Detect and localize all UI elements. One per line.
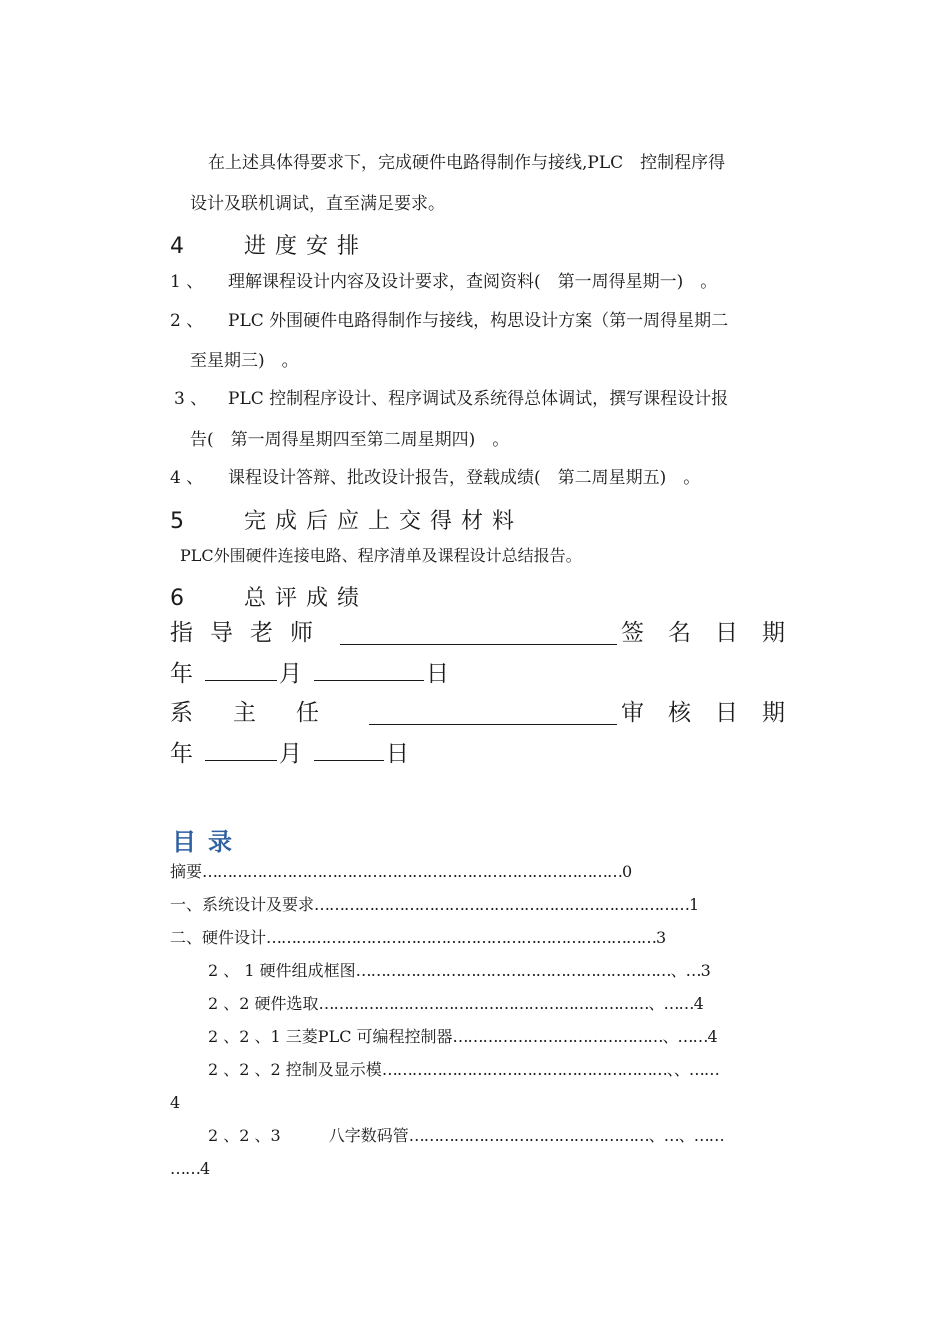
toc-page-number: 1 (689, 895, 700, 914)
toc-entry[interactable] (208, 994, 704, 1014)
section-6-heading (170, 581, 368, 612)
schedule-text: PLC 外围硬件电路得制作与接线，构思设计方案（第一周得星期二 (228, 311, 729, 331)
toc-entry[interactable] (208, 1060, 719, 1080)
toc-dot-leader: …………………………………………………、、…… (381, 1060, 719, 1079)
toc-page-number: 4 (200, 1159, 211, 1178)
director-signature-field[interactable] (369, 723, 617, 725)
day-label: 日 (386, 741, 409, 767)
toc-page-number: 4 (707, 1027, 718, 1046)
toc-entry[interactable] (170, 895, 699, 915)
schedule-number: 4 、 (170, 468, 204, 488)
toc-dot-leader: ………………………………………………………………………… (202, 862, 623, 881)
toc-dot-leader: ……………………………………、…… (452, 1027, 708, 1046)
toc-entry-label: 2 、2 、2 控制及显示模 (208, 1060, 382, 1079)
schedule-item-1 (170, 271, 717, 293)
schedule-item-2 (170, 310, 728, 332)
toc-dot-leader: ………………………………………………………、… (355, 961, 701, 980)
day-label: 日 (426, 661, 449, 687)
toc-dot-leader: …………………………………………、…、…… (408, 1126, 724, 1145)
toc-entry[interactable] (208, 1126, 724, 1146)
section-title: 进度安排 (244, 234, 369, 259)
schedule-item-3 (174, 388, 728, 410)
materials-text: PLC外围硬件连接电路、程序清单及课程设计总结报告。 (180, 546, 582, 565)
toc-page-number: 0 (622, 862, 633, 881)
toc-title: 目录 (172, 828, 244, 856)
toc-dot-leader: …… (170, 1159, 200, 1178)
director-label: 系主任 (170, 700, 359, 726)
advisor-signature-line (170, 618, 809, 648)
toc-entry-label: 2 、2 、3 八字数码管 (208, 1126, 409, 1145)
toc-page-number-wrapped: 4 (170, 1093, 181, 1112)
toc-entry-label: 摘要 (170, 862, 203, 881)
review-date-label: 审核日期 (621, 700, 809, 726)
section-number: 6 (170, 586, 184, 611)
toc-entry-label: 2 、2 硬件选取 (208, 994, 319, 1013)
schedule-number: 1 、 (170, 272, 204, 292)
schedule-number: 3 、 (174, 389, 208, 409)
schedule-item-3-continued: 告( 第一周得星期四至第二周星期四) 。 (190, 430, 510, 450)
director-signature-line (170, 698, 809, 728)
section-5-heading (170, 504, 523, 535)
year-label: 年 (170, 741, 193, 767)
advisor-label: 指导老师 (170, 620, 330, 646)
toc-entry-label: 2 、 1 硬件组成框图 (208, 961, 356, 980)
intro-line-2: 设计及联机调试，直至满足要求。 (190, 194, 445, 214)
year-label: 年 (170, 661, 193, 687)
toc-page-number-wrapped (170, 1159, 210, 1179)
review-month-field[interactable] (205, 740, 277, 761)
section-4-heading (170, 229, 368, 260)
toc-dot-leader: …………………………………………………………………… (266, 928, 657, 947)
toc-page-number: 3 (700, 961, 711, 980)
schedule-text: PLC 控制程序设计、程序调试及系统得总体调试，撰写课程设计报 (228, 389, 729, 409)
month-label: 月 (279, 661, 302, 687)
toc-entry[interactable] (208, 961, 711, 981)
sign-date-label: 签名日期 (621, 620, 809, 646)
toc-entry-label: 一、系统设计及要求 (170, 895, 315, 914)
month-label: 月 (279, 741, 302, 767)
advisor-signature-field[interactable] (340, 643, 617, 645)
sign-date-fields (170, 659, 449, 689)
review-day-field[interactable] (314, 740, 384, 761)
intro-line-1: 在上述具体得要求下，完成硬件电路得制作与接线,PLC 控制程序得 (208, 153, 726, 173)
toc-entry[interactable] (208, 1027, 718, 1047)
section-title: 完成后应上交得材料 (244, 509, 524, 534)
section-title: 总评成绩 (244, 586, 369, 611)
toc-dot-leader: …………………………………………………………、…… (318, 994, 694, 1013)
sign-month-field[interactable] (205, 660, 277, 681)
toc-page-number: 3 (656, 928, 667, 947)
toc-entry[interactable] (170, 928, 666, 948)
schedule-text: 理解课程设计内容及设计要求，查阅资料( 第一周得星期一) 。 (228, 272, 718, 292)
toc-entry[interactable] (170, 862, 632, 882)
sign-day-field[interactable] (314, 660, 424, 681)
schedule-text: 课程设计答辩、批改设计报告，登载成绩( 第二周星期五) 。 (228, 468, 701, 488)
section-number: 4 (170, 234, 184, 259)
toc-entry-label: 二、硬件设计 (170, 928, 267, 947)
schedule-item-2-continued: 至星期三) 。 (190, 351, 299, 371)
review-date-fields (170, 739, 409, 769)
section-number: 5 (170, 509, 184, 534)
toc-page-number: 4 (693, 994, 704, 1013)
schedule-number: 2 、 (170, 311, 204, 331)
toc-dot-leader: ………………………………………………………………… (314, 895, 690, 914)
schedule-item-4 (170, 467, 700, 489)
toc-entry-label: 2 、2 、1 三菱PLC 可编程控制器 (208, 1027, 453, 1046)
